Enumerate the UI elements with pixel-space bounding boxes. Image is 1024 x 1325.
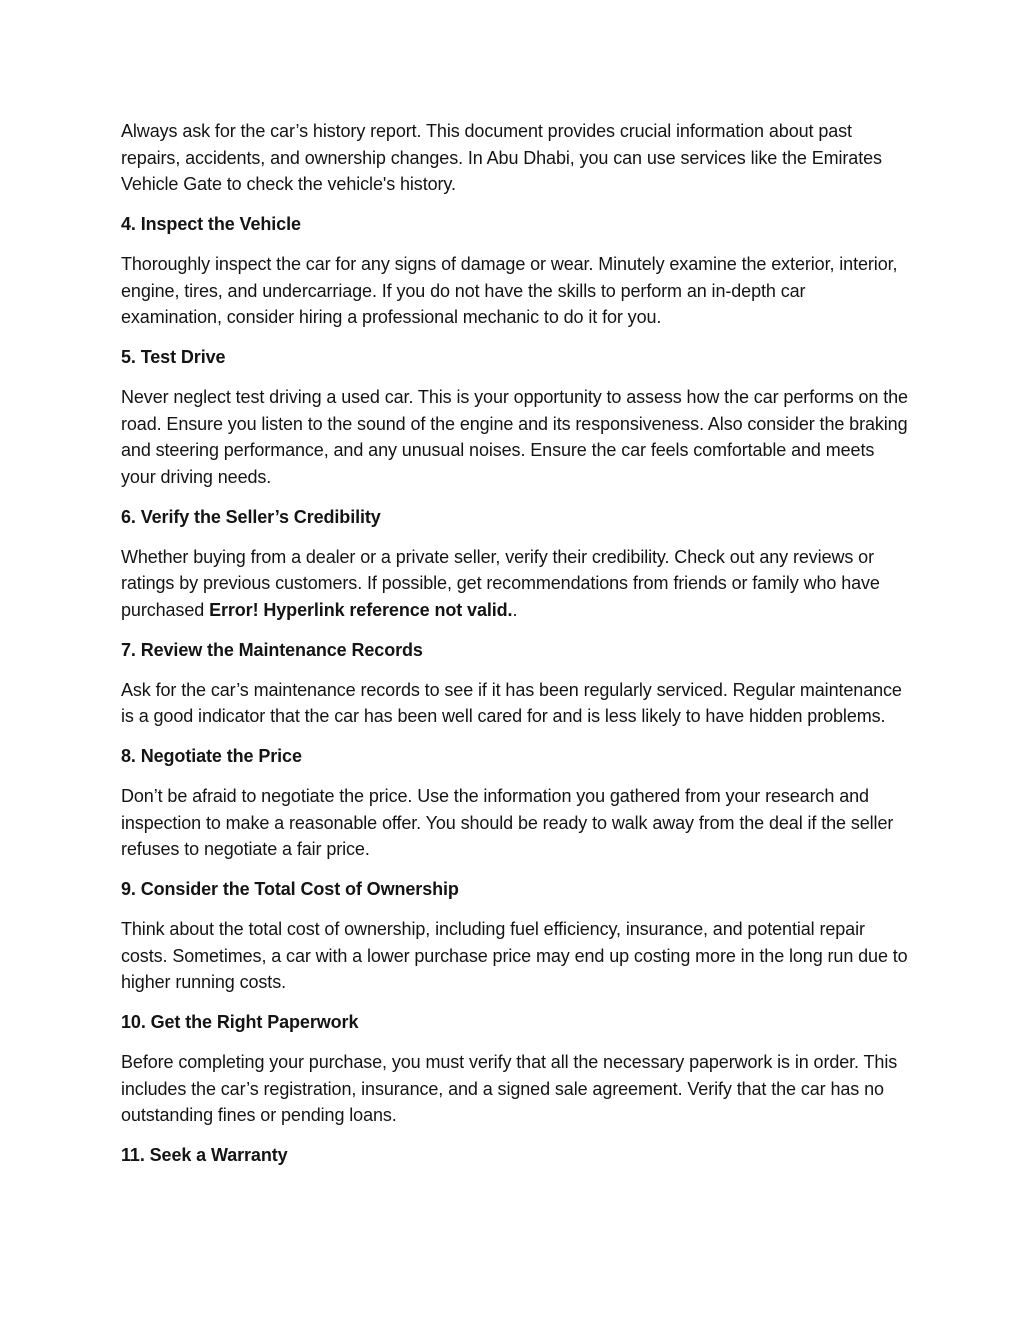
document-page (121, 118, 911, 1182)
section-body-seller-credibility (121, 544, 911, 624)
section-heading-warranty: 11. Seek a Warranty (121, 1145, 288, 1165)
section-heading-negotiate-price: 8. Negotiate the Price (121, 746, 302, 766)
section-body-paperwork: Before completing your purchase, you must verify that all the necessary paperwork is in order. This includes the car’s registration, insurance, and a signed sale agreement. Verify that the car has no outstanding fines or pending loans. (121, 1052, 898, 1125)
section-heading-maintenance-records: 7. Review the Maintenance Records (121, 639, 423, 660)
section-heading-test-drive: 5. Test Drive (121, 347, 226, 367)
section-body-total-cost: Think about the total cost of ownership, including fuel efficiency, insurance, and potential repair costs. Sometimes, a car with a lower purchase price may end up costing more in the long run due to higher running costs. (121, 919, 908, 992)
section-body-test-drive: Never neglect test driving a used car. This is your opportunity to assess how the car performs on the road. Ensure you listen to the sound of the engine and its responsiveness. Also consider the braking and steering performance, and any unusual noises. Ensure the car feels comfortable and meets your driving needs. (121, 387, 908, 487)
hyperlink-error-text: Error! Hyperlink reference not valid. (209, 599, 513, 620)
section-heading-seller-credibility: 6. Verify the Seller’s Credibility (121, 506, 381, 527)
seller-credibility-text: Whether buying from a dealer or a private seller, verify their credibility. Check out any reviews or ratings by previous customers. If possible, get recommendations from friends or family who have purchased (121, 546, 880, 620)
section-body-maintenance-records: Ask for the car’s maintenance records to see if it has been regularly serviced. Regular maintenance is a good indicator that the car has been well cared for and is less likely to have hidden problems. (121, 679, 902, 726)
section-heading-paperwork: 10. Get the Right Paperwork (121, 1012, 359, 1032)
section-body-inspect-vehicle: Thoroughly inspect the car for any signs of damage or wear. Minutely examine the exterior, interior, engine, tires, and undercarriage. If you do not have the skills to perform an in-depth car examination, consider hiring a professional mechanic to do it for you. (121, 254, 898, 327)
seller-credibility-trailing-period: . (512, 599, 518, 620)
section-heading-inspect-vehicle: 4. Inspect the Vehicle (121, 214, 301, 234)
section-body-negotiate-price: Don’t be afraid to negotiate the price. Use the information you gathered from your research and inspection to make a reasonable offer. You should be ready to walk away from the deal if the seller refuses to negotiate a fair price. (121, 786, 894, 859)
section-heading-total-cost: 9. Consider the Total Cost of Ownership (121, 879, 459, 899)
intro-paragraph: Always ask for the car’s history report. This document provides crucial information about past repairs, accidents, and ownership changes. In Abu Dhabi, you can use services like the Emirates Vehicle Gate to check the vehicle's history. (121, 121, 882, 194)
